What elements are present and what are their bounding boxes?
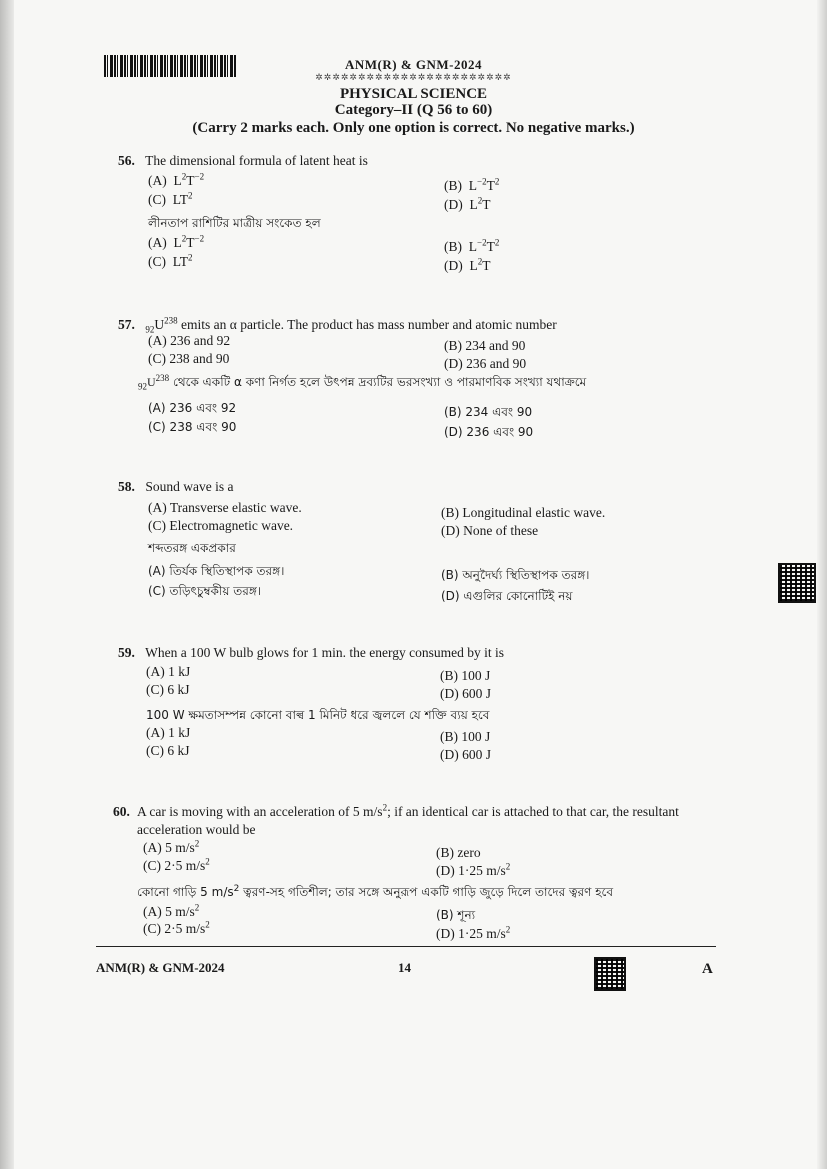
q57-option-c[interactable]: (C) 238 and 90	[148, 351, 230, 366]
q57-bengali-text: $_{92}U^{238}$ থেকে একটি α কণা নির্গত হলে উৎপন্ন দ্রব্যটির ভরসংখ্যা ও পারমাণবিক সংখ্যা যথাক্রমে	[138, 373, 587, 392]
marking-note: (Carry 2 marks each. Only one option is correct. No negative marks.)	[192, 120, 635, 136]
q58-option-d[interactable]: (D) None of these	[441, 523, 539, 538]
q56-option-d[interactable]: (D) $L^2T$	[444, 195, 491, 212]
question-number: 59.	[118, 645, 135, 660]
q57-option-d[interactable]: (D) 236 and 90	[444, 356, 527, 371]
q59-bengali-text: 100 W ক্ষমতাসম্পন্ন কোনো বাল্ব 1 মিনিট ধরে জ্বললে যে শক্তি ব্যয় হবে	[146, 708, 490, 722]
q60-option-d[interactable]: (D) 1·25 $m/s^2$	[436, 861, 511, 878]
q56-option-a[interactable]: (A) $L^2T^{-2}$	[148, 171, 205, 188]
question-text: Sound wave is a	[145, 479, 234, 494]
q60-bn-option-c[interactable]: (C) 2·5 $m/s^2$	[143, 919, 210, 936]
footer-exam-title: ANM(R) & GNM-2024	[96, 960, 225, 975]
footer-qr-code-icon	[594, 957, 626, 991]
q60-option-a[interactable]: (A) 5 $m/s^2$	[143, 838, 200, 855]
question-59	[118, 645, 504, 661]
q60-bengali-text: কোনো গাড়ি 5 $m/s^2$ ত্বরণ-সহ গতিশীল; তার সঙ্গে অনুরূপ একটি গাড়ি জুড়ে দিলে তাদের ত্বরণ হবে	[137, 884, 614, 899]
q59-option-c[interactable]: (C) 6 kJ	[146, 682, 190, 697]
q59-option-d[interactable]: (D) 600 J	[440, 686, 491, 701]
question-number: 58.	[118, 479, 135, 494]
q56-bn-option-d[interactable]: (D) $L^2T$	[444, 256, 491, 273]
subject-title: PHYSICAL SCIENCE	[339, 86, 488, 102]
question-number: 57.	[118, 317, 135, 332]
q58-option-b[interactable]: (B) Longitudinal elastic wave.	[441, 505, 606, 520]
page-number: 14	[398, 960, 411, 975]
q58-bn-option-a[interactable]: (A) তির্যক স্থিতিস্থাপক তরঙ্গ।	[148, 564, 285, 578]
q57-bn-option-c[interactable]: (C) 238 এবং 90	[148, 420, 237, 434]
q57-bn-option-a[interactable]: (A) 236 এবং 92	[148, 401, 237, 415]
question-58	[118, 479, 234, 495]
q56-bn-option-c[interactable]: (C) $LT^2$	[148, 252, 193, 269]
q59-bn-option-c[interactable]: (C) 6 kJ	[146, 743, 190, 758]
q60-bn-option-b[interactable]: (B) শূন্য	[436, 908, 476, 922]
question-set-label: A	[702, 961, 713, 977]
q60-bn-option-d[interactable]: (D) 1·25 $m/s^2$	[436, 924, 511, 941]
q58-bn-option-c[interactable]: (C) তড়িৎচুম্বকীয় তরঙ্গ।	[148, 584, 262, 598]
q57-option-a[interactable]: (A) 236 and 92	[148, 333, 231, 348]
q58-option-a[interactable]: (A) Transverse elastic wave.	[148, 500, 302, 515]
q60-bn-option-a[interactable]: (A) 5 $m/s^2$	[143, 902, 200, 919]
qr-code-icon	[778, 563, 816, 603]
question-text: emits an α particle. The product has mass number and atomic number	[181, 317, 557, 332]
q59-option-a[interactable]: (A) 1 kJ	[146, 664, 191, 679]
q60-option-b[interactable]: (B) zero	[436, 845, 481, 860]
question-number: 60.	[113, 804, 130, 819]
question-text: The dimensional formula of latent heat is	[145, 153, 368, 168]
question-57: 57. $_{92}U^{238}$ emits an α particle. The product has mass number and atomic number	[118, 315, 557, 335]
exam-title: ANM(R) & GNM-2024	[344, 57, 483, 72]
q56-option-b[interactable]: (B) $L^{-2}T^2$	[444, 176, 500, 193]
q58-bn-option-b[interactable]: (B) অনুদৈর্ঘ্য স্থিতিস্থাপক তরঙ্গ।	[441, 568, 590, 582]
q60-option-c[interactable]: (C) 2·5 $m/s^2$	[143, 856, 210, 873]
scan-edge-left	[0, 0, 14, 1169]
category-title: Category–II (Q 56 to 60)	[334, 102, 493, 118]
scan-edge-right	[817, 0, 827, 1169]
q57-bn-option-d[interactable]: (D) 236 এবং 90	[444, 425, 534, 439]
q58-option-c[interactable]: (C) Electromagnetic wave.	[148, 518, 294, 533]
q57-bn-option-b[interactable]: (B) 234 এবং 90	[444, 405, 533, 419]
q56-bengali-text: লীনতাপ রাশিটির মাত্রীয় সংকেত হল	[148, 216, 321, 230]
q58-bn-option-d[interactable]: (D) এগুলির কোনোটিই নয়	[441, 589, 573, 603]
q59-bn-option-b[interactable]: (B) 100 J	[440, 729, 491, 744]
q59-bn-option-a[interactable]: (A) 1 kJ	[146, 725, 191, 740]
q57-option-b[interactable]: (B) 234 and 90	[444, 338, 526, 353]
question-60: 60. A car is moving with an acceleration of 5 $m/s^2$; if an identical car is attached to that car, the resultant acceleration would be	[113, 802, 679, 837]
q59-option-b[interactable]: (B) 100 J	[440, 668, 491, 683]
decorative-stars: ✲✲✲✲✲✲✲✲✲✲✲✲✲✲✲✲✲✲✲✲✲✲✲	[315, 72, 512, 82]
question-number: 56.	[118, 153, 135, 168]
footer-divider	[96, 946, 716, 947]
q56-bn-option-a[interactable]: (A) $L^2T^{-2}$	[148, 233, 205, 250]
q58-bengali-text: শব্দতরঙ্গ একপ্রকার	[148, 541, 236, 555]
q59-bn-option-d[interactable]: (D) 600 J	[440, 747, 491, 762]
q56-bn-option-b[interactable]: (B) $L^{-2}T^2$	[444, 237, 500, 254]
question-56	[118, 153, 368, 169]
q56-option-c[interactable]: (C) $LT^2$	[148, 190, 193, 207]
question-text: When a 100 W bulb glows for 1 min. the energy consumed by it is	[145, 645, 504, 660]
